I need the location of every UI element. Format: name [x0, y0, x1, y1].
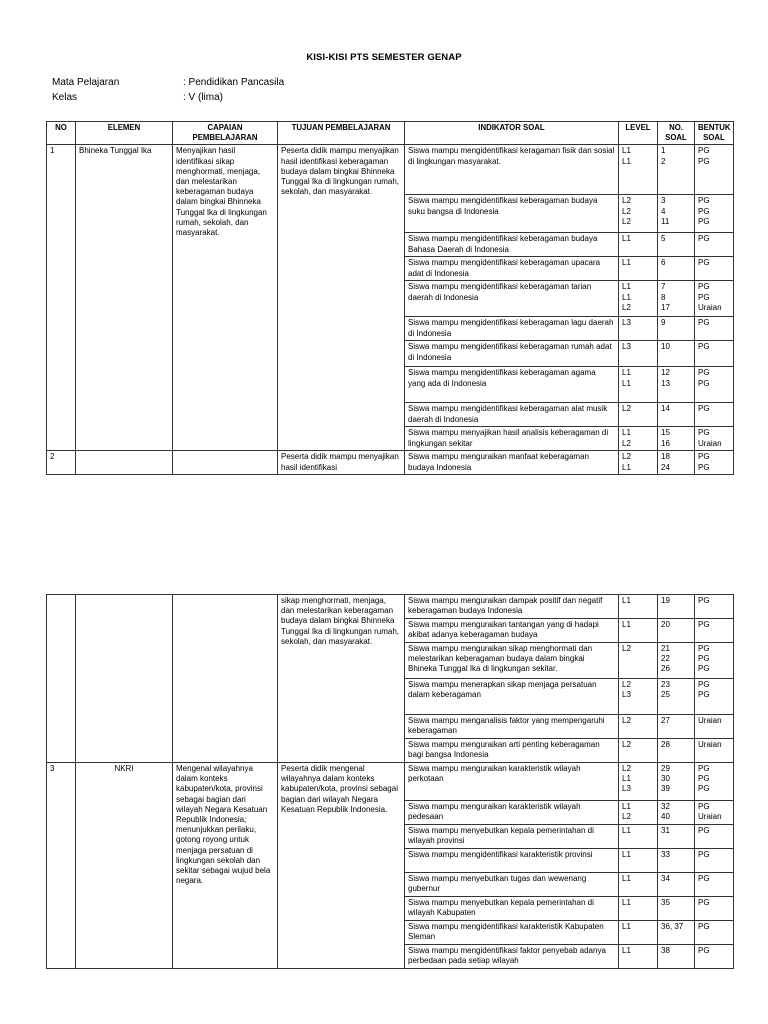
bentuk-cell: PG — [695, 825, 734, 849]
bentuk-cell: PG — [695, 849, 734, 873]
no-soal-cell: 6 — [658, 257, 695, 281]
level-cell: L3 — [619, 317, 658, 341]
level-cell: L1 L2 — [619, 801, 658, 825]
row-number-cell: 1 — [47, 145, 76, 451]
level-cell: L2 — [619, 715, 658, 739]
tujuan-cell: Peserta didik mampu menyajikan hasil identifikasi keberagaman budaya dalam bingkai Bhinneka Tunggal Ika di lingkungan rumah, sekolah, dan masyarakat. — [278, 145, 405, 451]
elemen-cell: Bhineka Tunggal Ika — [76, 145, 173, 451]
no-soal-cell: 31 — [658, 825, 695, 849]
level-cell: L1 — [619, 897, 658, 921]
indikator-cell: Siswa mampu mengidentifikasi keberagaman alat musik daerah di Indonesia — [405, 403, 619, 427]
no-soal-cell: 21 22 26 — [658, 643, 695, 679]
bentuk-cell: PG — [695, 619, 734, 643]
indikator-cell: Siswa mampu menerapkan sikap menjaga persatuan dalam keberagaman — [405, 679, 619, 715]
indikator-cell: Siswa mampu menguraikan manfaat keberagaman budaya Indonesia — [405, 451, 619, 475]
level-cell: L1 L1 — [619, 145, 658, 195]
bentuk-cell: PG PG — [695, 679, 734, 715]
level-cell: L1 L1 L2 — [619, 281, 658, 317]
indikator-cell: Siswa mampu menganalisis faktor yang mempengaruhi keberagaman — [405, 715, 619, 739]
no-soal-cell: 18 24 — [658, 451, 695, 475]
subject-label: Mata Pelajaran — [52, 77, 120, 88]
indikator-cell: Siswa mampu mengidentifikasi faktor penyebab adanya perbedaan pada setiap wilayah — [405, 945, 619, 969]
indikator-cell: Siswa mampu menyebutkan kepala pemerintahan di wilayah provinsi — [405, 825, 619, 849]
no-soal-cell: 14 — [658, 403, 695, 427]
row-number-cell — [47, 595, 76, 763]
no-soal-cell: 28 — [658, 739, 695, 763]
indikator-cell: Siswa mampu mengidentifikasi keberagaman upacara adat di Indonesia — [405, 257, 619, 281]
bentuk-cell: PG — [695, 341, 734, 367]
level-cell: L1 — [619, 595, 658, 619]
level-cell: L1 — [619, 849, 658, 873]
no-soal-cell: 7 8 17 — [658, 281, 695, 317]
row-number-cell: 2 — [47, 451, 76, 475]
no-soal-cell: 9 — [658, 317, 695, 341]
indikator-cell: Siswa mampu mengidentifikasi keberagaman agama yang ada di Indonesia — [405, 367, 619, 403]
kisi-kisi-table-page-2 — [46, 594, 734, 969]
table-row — [47, 451, 734, 475]
no-soal-cell: 15 16 — [658, 427, 695, 451]
header-no-soal: NO. SOAL — [658, 122, 695, 145]
indikator-cell: Siswa mampu menguraikan dampak positif dan negatif keberagaman budaya Indonesia — [405, 595, 619, 619]
no-soal-cell: 12 13 — [658, 367, 695, 403]
bentuk-cell: PG — [695, 233, 734, 257]
level-cell: L2 L1 L3 — [619, 763, 658, 801]
indikator-cell: Siswa mampu menyebutkan tugas dan wewenang gubernur — [405, 873, 619, 897]
indikator-cell: Siswa mampu menguraikan karakteristik wilayah perkotaan — [405, 763, 619, 801]
bentuk-cell: PG PG Uraian — [695, 281, 734, 317]
kisi-kisi-table-page-1 — [46, 121, 734, 475]
level-cell: L1 — [619, 921, 658, 945]
bentuk-cell: PG Uraian — [695, 427, 734, 451]
class-line — [52, 92, 223, 103]
no-soal-cell: 20 — [658, 619, 695, 643]
level-cell: L2 L2 L2 — [619, 195, 658, 233]
capaian-cell: Mengenal wilayahnya dalam konteks kabupaten/kota, provinsi sebagai bagian dari wilayah Negara Kesatuan Republik Indonesia; menunjukkan perilaku, gotong royong untuk menjaga persatuan di lingkungan sekolah dan sekitar sebagai wujud bela negara. — [173, 763, 278, 969]
class-value: : V (lima) — [183, 92, 223, 103]
no-soal-cell: 38 — [658, 945, 695, 969]
indikator-cell: Siswa mampu mengidentifikasi keberagaman rumah adat di Indonesia — [405, 341, 619, 367]
level-cell: L1 — [619, 945, 658, 969]
no-soal-cell: 27 — [658, 715, 695, 739]
level-cell: L1 — [619, 825, 658, 849]
bentuk-cell: PG PG PG — [695, 643, 734, 679]
indikator-cell: Siswa mampu menyajikan hasil analisis keberagaman di lingkungan sekitar — [405, 427, 619, 451]
elemen-cell — [76, 451, 173, 475]
bentuk-cell: PG PG — [695, 145, 734, 195]
level-cell: L2 — [619, 643, 658, 679]
bentuk-cell: PG — [695, 257, 734, 281]
table-row — [47, 595, 734, 619]
bentuk-cell: PG PG — [695, 451, 734, 475]
level-cell: L1 L1 — [619, 367, 658, 403]
level-cell: L3 — [619, 341, 658, 367]
header-level: LEVEL — [619, 122, 658, 145]
indikator-cell: Siswa mampu menguraikan arti penting keberagaman bagi bangsa Indonesia — [405, 739, 619, 763]
no-soal-cell: 29 30 39 — [658, 763, 695, 801]
header-indikator: INDIKATOR SOAL — [405, 122, 619, 145]
header-elemen: ELEMEN — [76, 122, 173, 145]
bentuk-cell: PG PG PG — [695, 763, 734, 801]
bentuk-cell: PG — [695, 403, 734, 427]
bentuk-cell: PG — [695, 897, 734, 921]
indikator-cell: Siswa mampu menyebutkan kepala pemerintahan di wilayah Kabupaten — [405, 897, 619, 921]
indikator-cell: Siswa mampu menguraikan sikap menghormati dan melestarikan keberagaman budaya dalam bingkai Bhineka Tunggal Ika di lingkungan sekitar. — [405, 643, 619, 679]
no-soal-cell: 35 — [658, 897, 695, 921]
no-soal-cell: 23 25 — [658, 679, 695, 715]
indikator-cell: Siswa mampu menguraikan karakteristik wilayah pedesaan — [405, 801, 619, 825]
indikator-cell: Siswa mampu mengidentifikasi keragaman fisik dan sosial di lingkungan masyarakat. — [405, 145, 619, 195]
no-soal-cell: 36, 37 — [658, 921, 695, 945]
level-cell: L1 — [619, 257, 658, 281]
bentuk-cell: PG — [695, 945, 734, 969]
capaian-cell: Menyajikan hasil identifikasi sikap menghormati, menjaga, dan melestarikan keberagaman budaya dalam bingkai Bhinneka Tunggal Ika di lingkungan rumah, sekolah, dan masyarakat. — [173, 145, 278, 451]
elemen-cell — [76, 595, 173, 763]
indikator-cell: Siswa mampu menguraikan tantangan yang di hadapi akibat adanya keberagaman budaya — [405, 619, 619, 643]
bentuk-cell: PG PG PG — [695, 195, 734, 233]
level-cell: L1 L2 — [619, 427, 658, 451]
indikator-cell: Siswa mampu mengidentifikasi karakteristik provinsi — [405, 849, 619, 873]
bentuk-cell: PG — [695, 317, 734, 341]
level-cell: L1 — [619, 873, 658, 897]
level-cell: L2 L1 — [619, 451, 658, 475]
table-row — [47, 145, 734, 195]
indikator-cell: Siswa mampu mengidentifikasi keberagaman tarian daerah di Indonesia — [405, 281, 619, 317]
elemen-cell: NKRI — [76, 763, 173, 969]
subject-value: : Pendidikan Pancasila — [183, 77, 285, 88]
no-soal-cell: 32 40 — [658, 801, 695, 825]
level-cell: L1 — [619, 233, 658, 257]
table-header-row — [47, 122, 734, 145]
capaian-cell — [173, 595, 278, 763]
document-page-1 — [0, 0, 768, 500]
bentuk-cell: Uraian — [695, 739, 734, 763]
tujuan-cell: Peserta didik mampu menyajikan hasil identifikasi — [278, 451, 405, 475]
header-no: NO — [47, 122, 76, 145]
no-soal-cell: 19 — [658, 595, 695, 619]
tujuan-cell: sikap menghormati, menjaga, dan melestarikan keberagaman budaya dalam bingkai Bhinneka Tunggal Ika di lingkungan rumah, sekolah, dan masyarakat. — [278, 595, 405, 763]
capaian-cell — [173, 451, 278, 475]
header-tujuan: TUJUAN PEMBELAJARAN — [278, 122, 405, 145]
header-capaian: CAPAIAN PEMBELAJARAN — [173, 122, 278, 145]
bentuk-cell: PG — [695, 873, 734, 897]
level-cell: L2 — [619, 739, 658, 763]
indikator-cell: Siswa mampu mengidentifikasi karakteristik Kabupaten Sleman — [405, 921, 619, 945]
bentuk-cell: PG — [695, 921, 734, 945]
indikator-cell: Siswa mampu mengidentifikasi keberagaman budaya Bahasa Daerah di Indonesia — [405, 233, 619, 257]
no-soal-cell: 3 4 11 — [658, 195, 695, 233]
no-soal-cell: 33 — [658, 849, 695, 873]
level-cell: L1 — [619, 619, 658, 643]
table-row — [47, 763, 734, 801]
indikator-cell: Siswa mampu mengidentifikasi keberagaman lagu daerah di Indonesia — [405, 317, 619, 341]
level-cell: L2 L3 — [619, 679, 658, 715]
no-soal-cell: 1 2 — [658, 145, 695, 195]
bentuk-cell: Uraian — [695, 715, 734, 739]
document-title: KISI-KISI PTS SEMESTER GENAP — [306, 52, 462, 63]
no-soal-cell: 34 — [658, 873, 695, 897]
no-soal-cell: 10 — [658, 341, 695, 367]
bentuk-cell: PG — [695, 595, 734, 619]
bentuk-cell: PG Uraian — [695, 801, 734, 825]
class-label: Kelas — [52, 92, 78, 103]
header-bentuk: BENTUK SOAL — [695, 122, 734, 145]
indikator-cell: Siswa mampu mengidentifikasi keberagaman budaya suku bangsa di Indonesia — [405, 195, 619, 233]
document-page-2 — [0, 594, 768, 1024]
tujuan-cell: Peserta didik mengenal wilayahnya dalam konteks kabupaten/kota, provinsi sebagai bagian dari wilayah Negara Kesatuan Republik Indonesia. — [278, 763, 405, 969]
row-number-cell: 3 — [47, 763, 76, 969]
level-cell: L2 — [619, 403, 658, 427]
bentuk-cell: PG PG — [695, 367, 734, 403]
no-soal-cell: 5 — [658, 233, 695, 257]
subject-line — [52, 77, 284, 88]
